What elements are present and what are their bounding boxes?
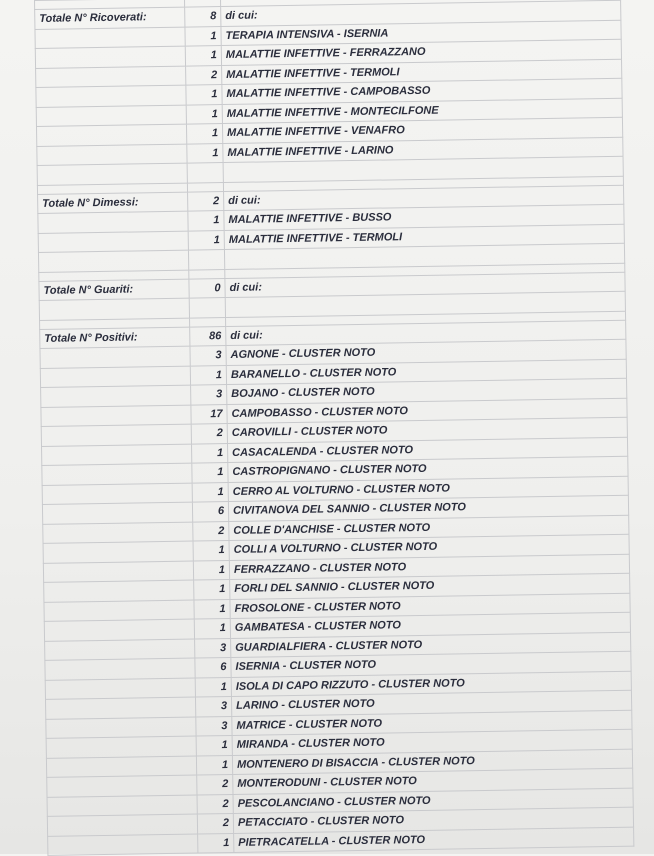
empty-label-cell: [47, 795, 197, 817]
empty-label-cell: [45, 697, 195, 719]
empty-label-cell: [38, 211, 188, 233]
row-description: MALATTIE INFETTIVE - MONTECILFONE: [222, 98, 622, 124]
section-label: Totale N° Positivi:: [40, 327, 190, 349]
row-count: 3: [190, 346, 226, 366]
row-count: 2: [197, 813, 233, 833]
empty-label-cell: [38, 231, 188, 253]
row-description: PETACCIATO - CLUSTER NOTO: [233, 807, 633, 833]
row-description: MONTENERO DI BISACCIA - CLUSTER NOTO: [232, 749, 632, 775]
empty-label-cell: [42, 502, 192, 524]
row-description: LARINO - CLUSTER NOTO: [231, 690, 631, 716]
row-count: 2: [197, 774, 233, 794]
row-count: 1: [191, 443, 227, 463]
empty-label-cell: [44, 600, 194, 622]
row-description: GAMBATESA - CLUSTER NOTO: [230, 612, 630, 638]
empty-label-cell: [36, 105, 186, 127]
section-suffix: di cui:: [221, 0, 621, 26]
section-suffix: di cui:: [225, 272, 625, 298]
empty-label-cell: [43, 561, 193, 583]
row-count: 1: [196, 755, 232, 775]
row-description: MALATTIE INFETTIVE - FERRAZZANO: [221, 39, 621, 65]
row-count: 2: [186, 65, 222, 85]
section-label: Totale N° Guariti:: [39, 279, 189, 301]
row-description: TERAPIA INTENSIVA - ISERNIA: [221, 20, 621, 46]
row-count: 1: [187, 143, 223, 163]
empty-label-cell: [43, 541, 193, 563]
report-table: [34, 0, 634, 856]
row-count: 1: [192, 482, 228, 502]
row-count: 1: [195, 677, 231, 697]
row-count: 1: [194, 618, 230, 638]
row-count: 1: [185, 46, 221, 66]
row-count: 2: [191, 424, 227, 444]
row-count: 6: [192, 502, 228, 522]
empty-label-cell: [36, 85, 186, 107]
section-label: Totale N° Dimessi:: [38, 192, 188, 214]
section-suffix: di cui:: [226, 320, 626, 346]
empty-label-cell: [42, 444, 192, 466]
empty-label-cell: [44, 619, 194, 641]
row-count: 1: [194, 579, 230, 599]
row-description: GUARDIALFIERA - CLUSTER NOTO: [231, 632, 631, 658]
section-total: 0: [189, 278, 225, 298]
blank-cell: [38, 250, 188, 272]
row-description: CAROVILLI - CLUSTER NOTO: [227, 417, 627, 443]
empty-label-cell: [36, 124, 186, 146]
row-count: 1: [185, 26, 221, 46]
row-description: BARANELLO - CLUSTER NOTO: [226, 359, 626, 385]
empty-label-cell: [46, 756, 196, 778]
section-total: 86: [190, 326, 226, 346]
blank-cell: [39, 298, 189, 320]
row-description: FORLI DEL SANNIO - CLUSTER NOTO: [230, 573, 630, 599]
row-count: 1: [186, 85, 222, 105]
row-description: FERRAZZANO - CLUSTER NOTO: [229, 554, 629, 580]
row-description: MALATTIE INFETTIVE - LARINO: [223, 137, 623, 163]
row-count: 3: [191, 385, 227, 405]
row-count: 1: [188, 230, 224, 250]
row-description: ISERNIA - CLUSTER NOTO: [231, 651, 631, 677]
empty-label-cell: [42, 463, 192, 485]
row-description: CIVITANOVA DEL SANNIO - CLUSTER NOTO: [228, 495, 628, 521]
section-total: 8: [185, 7, 221, 27]
row-description: MALATTIE INFETTIVE - TERMOLI: [222, 59, 622, 85]
row-count: 17: [191, 404, 227, 424]
empty-label-cell: [40, 366, 190, 388]
row-description: ISOLA DI CAPO RIZZUTO - CLUSTER NOTO: [231, 671, 631, 697]
row-count: 6: [195, 657, 231, 677]
row-description: MONTERODUNI - CLUSTER NOTO: [233, 768, 633, 794]
row-count: 2: [197, 794, 233, 814]
empty-label-cell: [35, 27, 185, 49]
empty-label-cell: [47, 775, 197, 797]
row-description: FROSOLONE - CLUSTER NOTO: [230, 593, 630, 619]
report-table-body: [35, 0, 634, 855]
row-count: 1: [186, 124, 222, 144]
empty-label-cell: [44, 580, 194, 602]
row-description: CASACALENDA - CLUSTER NOTO: [227, 437, 627, 463]
row-description: CERRO AL VOLTURNO - CLUSTER NOTO: [228, 476, 628, 502]
empty-label-cell: [41, 385, 191, 407]
empty-label-cell: [43, 522, 193, 544]
blank-cell: [37, 163, 187, 185]
row-count: 3: [195, 638, 231, 658]
row-count: 3: [196, 716, 232, 736]
empty-label-cell: [42, 483, 192, 505]
empty-label-cell: [46, 717, 196, 739]
empty-label-cell: [46, 736, 196, 758]
empty-label-cell: [45, 639, 195, 661]
row-count: 1: [188, 211, 224, 231]
row-count: 1: [196, 735, 232, 755]
empty-label-cell: [40, 346, 190, 368]
row-description: AGNONE - CLUSTER NOTO: [226, 339, 626, 365]
empty-label-cell: [47, 814, 197, 836]
blank-cell: [187, 163, 223, 183]
empty-label-cell: [41, 405, 191, 427]
empty-label-cell: [36, 66, 186, 88]
row-description: MIRANDA - CLUSTER NOTO: [232, 729, 632, 755]
empty-label-cell: [35, 46, 185, 68]
document-sheet: [34, 0, 633, 856]
row-count: 1: [193, 560, 229, 580]
section-suffix: di cui:: [224, 185, 624, 211]
row-description: PESCOLANCIANO - CLUSTER NOTO: [233, 788, 633, 814]
row-description: BOJANO - CLUSTER NOTO: [227, 378, 627, 404]
row-count: 1: [190, 365, 226, 385]
blank-cell: [189, 298, 225, 318]
empty-label-cell: [45, 658, 195, 680]
empty-label-cell: [41, 424, 191, 446]
section-total: 2: [188, 191, 224, 211]
empty-label-cell: [48, 834, 198, 856]
row-description: COLLI A VOLTURNO - CLUSTER NOTO: [229, 534, 629, 560]
row-count: 1: [193, 541, 229, 561]
row-description: CAMPOBASSO - CLUSTER NOTO: [227, 398, 627, 424]
row-count: 1: [198, 833, 234, 853]
row-description: MALATTIE INFETTIVE - CAMPOBASSO: [222, 78, 622, 104]
row-description: MALATTIE INFETTIVE - TERMOLI: [224, 224, 624, 250]
row-count: 1: [192, 463, 228, 483]
row-description: MATRICE - CLUSTER NOTO: [232, 710, 632, 736]
empty-label-cell: [37, 144, 187, 166]
empty-label-cell: [45, 678, 195, 700]
blank-cell: [188, 250, 224, 270]
row-description: PIETRACATELLA - CLUSTER NOTO: [234, 827, 634, 853]
row-description: CASTROPIGNANO - CLUSTER NOTO: [228, 456, 628, 482]
row-count: 3: [195, 696, 231, 716]
row-count: 1: [186, 104, 222, 124]
row-description: MALATTIE INFETTIVE - BUSSO: [224, 204, 624, 230]
row-count: 2: [193, 521, 229, 541]
row-description: COLLE D'ANCHISE - CLUSTER NOTO: [229, 515, 629, 541]
section-label: Totale N° Ricoverati:: [35, 7, 185, 29]
row-description: MALATTIE INFETTIVE - VENAFRO: [222, 117, 622, 143]
row-count: 1: [194, 599, 230, 619]
